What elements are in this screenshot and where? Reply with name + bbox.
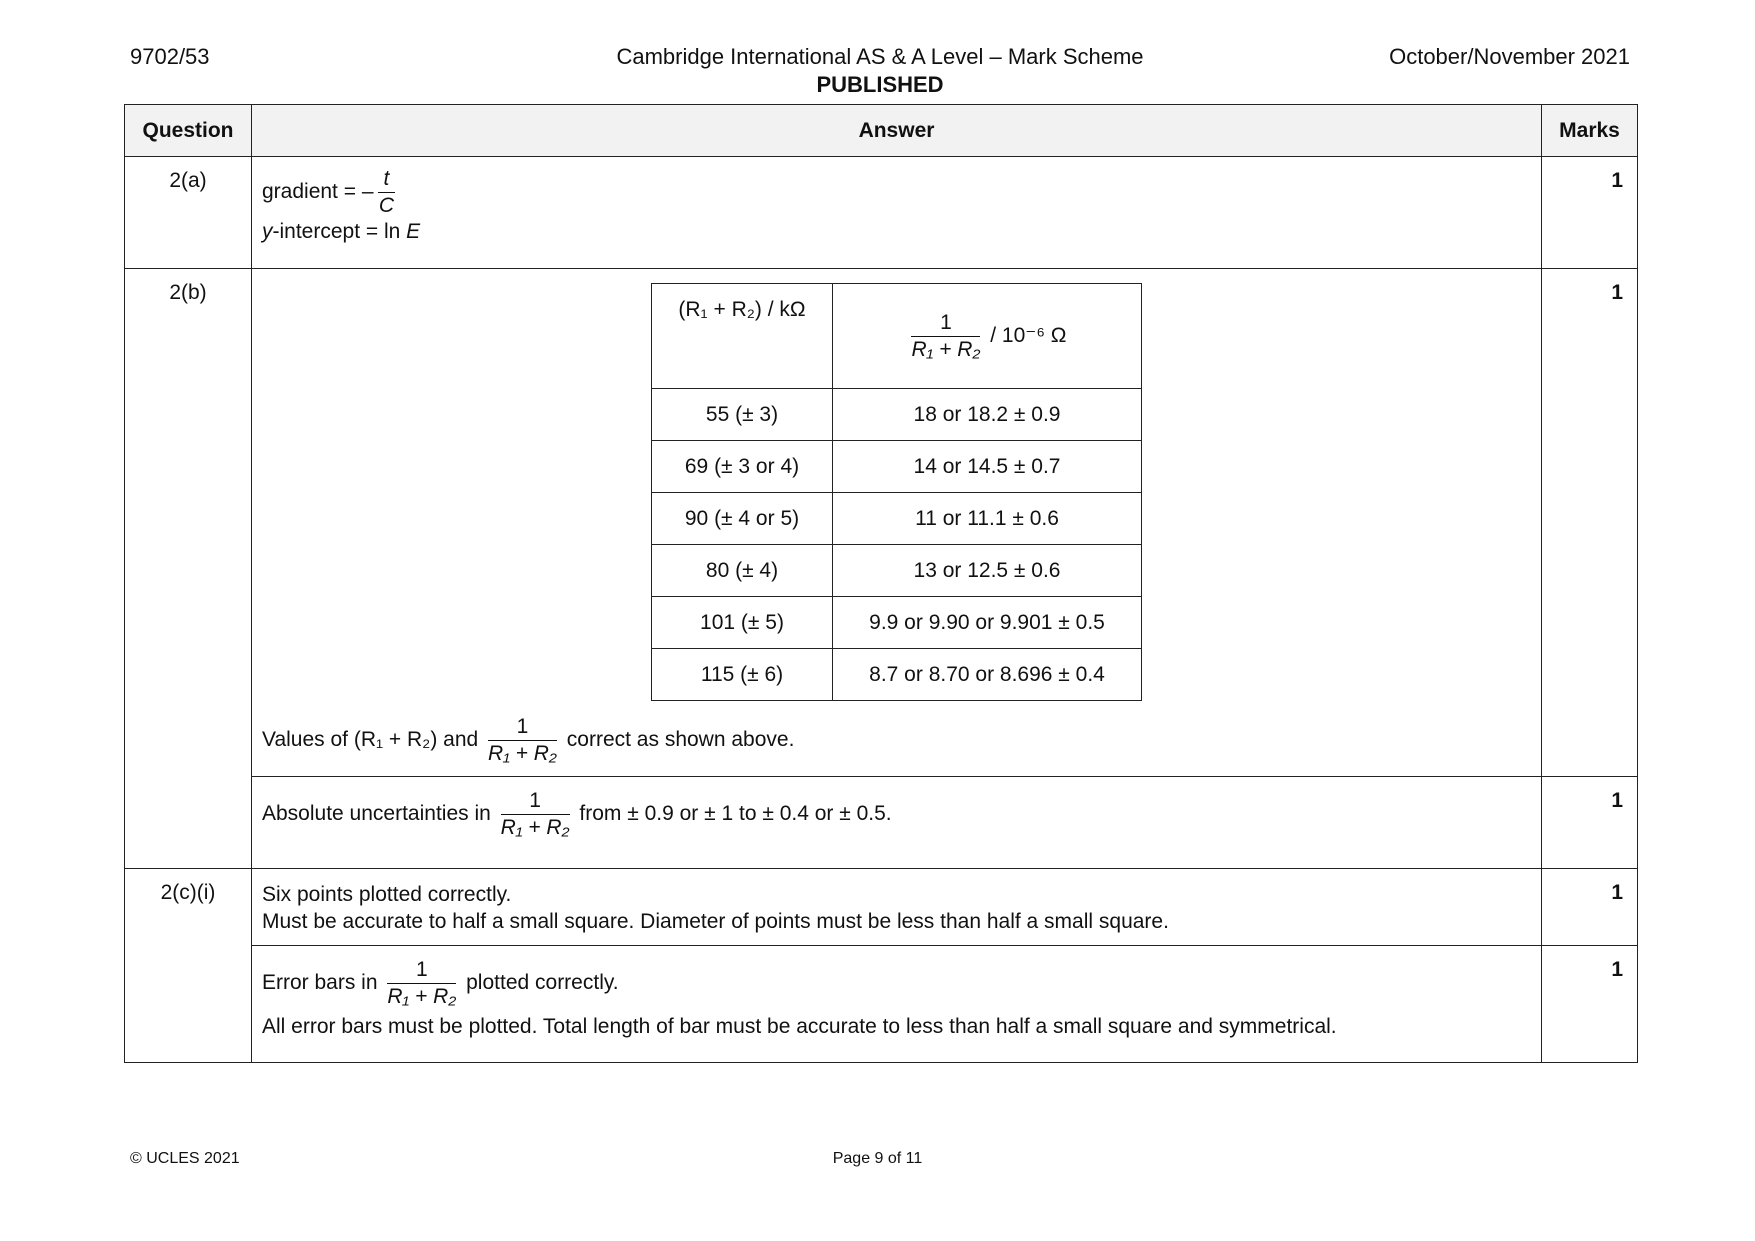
paper-code: 9702/53 — [130, 44, 210, 69]
inverse-value: 8.7 or 8.70 or 8.696 ± 0.4 — [833, 649, 1142, 701]
table-row — [652, 493, 1142, 545]
page-number: Page 9 of 11 — [832, 1150, 923, 1167]
document-title: Cambridge International AS & A Level – Mark Scheme — [616, 44, 1144, 69]
resistance-header: (R₁ + R₂) / kΩ — [652, 284, 833, 389]
inverse-value: 13 or 12.5 ± 0.6 — [833, 545, 1142, 597]
points-statement: Six points plotted correctly. — [262, 883, 512, 906]
intercept-text: -intercept = ln — [272, 220, 407, 243]
fraction-denominator: C — [378, 194, 395, 217]
resistance-value: 115 (± 6) — [652, 649, 833, 701]
question-row-2a — [125, 157, 1638, 269]
intercept-y: y — [262, 220, 273, 243]
values-suffix: correct as shown above. — [566, 728, 795, 752]
question-label: 2(a) — [125, 157, 252, 269]
answer-cell — [252, 269, 1542, 777]
inverse-fraction — [911, 311, 980, 362]
error-bars-statement — [262, 958, 1531, 1009]
exam-session: October/November 2021 — [1389, 44, 1630, 69]
resistance-value: 55 (± 3) — [652, 389, 833, 441]
resistance-value: 69 (± 3 or 4) — [652, 441, 833, 493]
inline-fraction — [387, 958, 456, 1009]
uncertainty-prefix: Absolute uncertainties in — [262, 802, 491, 826]
results-table — [651, 283, 1142, 701]
inverse-value: 9.9 or 9.90 or 9.901 ± 0.5 — [833, 597, 1142, 649]
fraction-denominator: R₁ + R₂ — [911, 337, 981, 361]
fraction-numerator: 1 — [387, 958, 456, 984]
fraction-denominator: R₁ + R₂ — [488, 742, 557, 765]
answer-cell — [252, 869, 1542, 946]
error-bars-suffix: plotted correctly. — [466, 971, 619, 995]
inverse-unit: / 10⁻⁶ Ω — [990, 323, 1067, 347]
table-row — [652, 389, 1142, 441]
page-header — [130, 44, 1630, 104]
table-row — [652, 649, 1142, 701]
answer-cell — [252, 777, 1542, 869]
resistance-value: 90 (± 4 or 5) — [652, 493, 833, 545]
uncertainty-suffix: from ± 0.9 or ± 1 to ± 0.4 or ± 0.5. — [579, 802, 892, 826]
marks-column-header: Marks — [1542, 105, 1638, 157]
error-bars-accuracy: All error bars must be plotted. Total length of bar must be accurate to less than half a small square and symmetrical. — [262, 1015, 1337, 1038]
resistance-value: 101 (± 5) — [652, 597, 833, 649]
points-accuracy: Must be accurate to half a small square. Diameter of points must be less than half a small square. — [262, 910, 1169, 933]
inverse-resistance-header — [833, 284, 1142, 389]
fraction-numerator: 1 — [911, 311, 980, 337]
question-column-header: Question — [125, 105, 252, 157]
fraction-numerator: 1 — [488, 715, 557, 741]
question-row-2ci — [125, 869, 1638, 946]
gradient-text: gradient = – — [262, 180, 374, 204]
intercept-answer — [262, 218, 1531, 245]
error-bars-prefix: Error bars in — [262, 971, 378, 995]
results-table-header — [652, 284, 1142, 389]
answer-cell — [252, 157, 1542, 269]
mark-scheme-table — [124, 104, 1638, 1063]
fraction-numerator: t — [378, 167, 396, 193]
table-row — [652, 441, 1142, 493]
marks-value: 1 — [1542, 777, 1638, 869]
marks-value: 1 — [1542, 269, 1638, 777]
question-label: 2(c)(i) — [125, 869, 252, 1063]
inverse-value: 18 or 18.2 ± 0.9 — [833, 389, 1142, 441]
answer-cell — [252, 946, 1542, 1063]
inverse-value: 14 or 14.5 ± 0.7 — [833, 441, 1142, 493]
marks-value: 1 — [1542, 869, 1638, 946]
table-row — [652, 597, 1142, 649]
question-row-2ci-error-bars — [125, 946, 1638, 1063]
fraction-numerator: 1 — [501, 789, 570, 815]
question-label: 2(b) — [125, 269, 252, 869]
values-statement — [262, 715, 1531, 766]
values-prefix: Values of (R₁ + R₂) and — [262, 728, 479, 752]
gradient-fraction — [378, 167, 396, 218]
resistance-value: 80 (± 4) — [652, 545, 833, 597]
inline-fraction — [488, 715, 557, 766]
intercept-e: E — [406, 220, 421, 243]
marks-value: 1 — [1542, 157, 1638, 269]
table-row — [652, 545, 1142, 597]
published-label: PUBLISHED — [816, 72, 944, 97]
inline-fraction — [501, 789, 570, 840]
gradient-answer — [262, 167, 1531, 218]
table-header-row — [125, 105, 1638, 157]
question-row-2b-uncertainty — [125, 777, 1638, 869]
fraction-denominator: R₁ + R₂ — [387, 985, 457, 1008]
answer-column-header: Answer — [252, 105, 1542, 157]
copyright: © UCLES 2021 — [130, 1150, 240, 1167]
marks-value: 1 — [1542, 946, 1638, 1063]
question-row-2b — [125, 269, 1638, 777]
fraction-denominator: R₁ + R₂ — [500, 816, 570, 839]
inverse-value: 11 or 11.1 ± 0.6 — [833, 493, 1142, 545]
